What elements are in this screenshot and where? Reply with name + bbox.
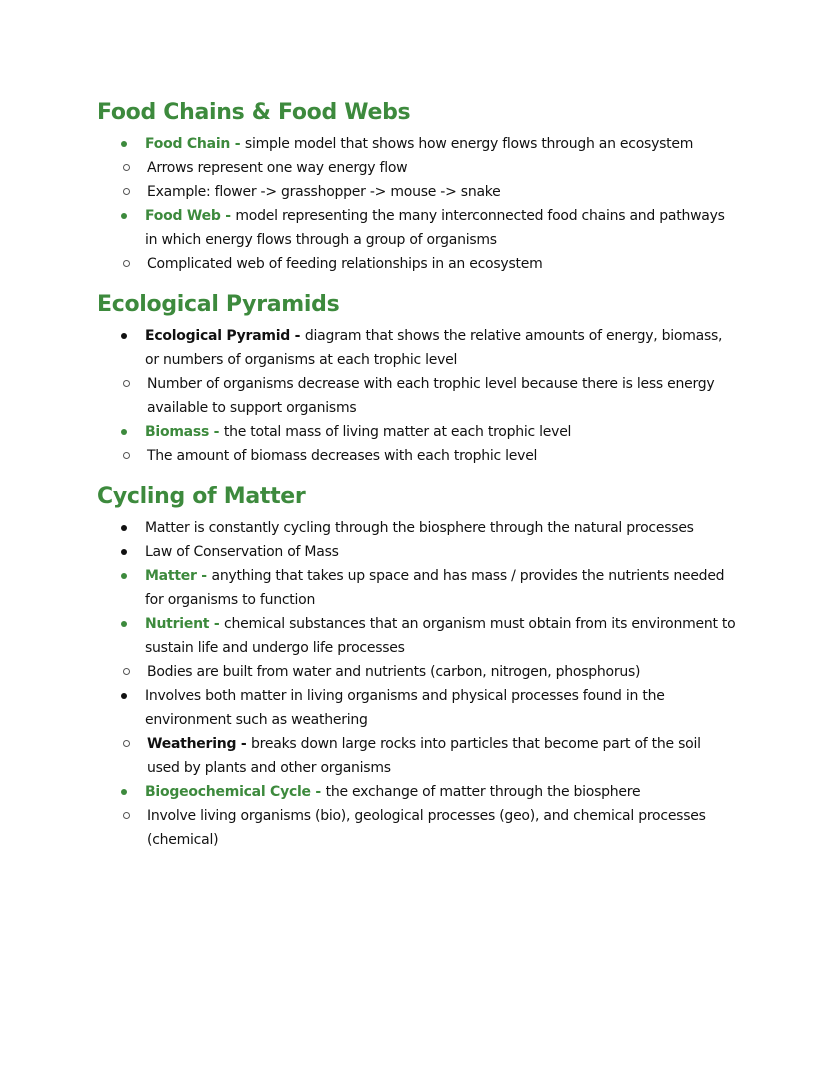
- sub-list-item: Number of organisms decrease with each trophic level because there is less energy available to support organisms: [49, 372, 737, 420]
- list-item-food-web: Food Web - model representing the many interconnected food chains and pathways in which energy flows through a group of organisms: [97, 204, 737, 252]
- bullet-icon: [121, 213, 127, 219]
- section-food-chains: [97, 98, 737, 276]
- list-item: Matter is constantly cycling through the biosphere through the natural processes: [97, 516, 737, 540]
- sub-list-item: Example: flower -> grasshopper -> mouse -> snake: [49, 180, 737, 204]
- definition: anything that takes up space and has mass / provides the nutrients needed for organisms to function: [145, 568, 725, 608]
- list-item: Involves both matter in living organisms and physical processes found in the environment such as weathering: [97, 684, 737, 732]
- list-item: Law of Conservation of Mass: [97, 540, 737, 564]
- hollow-bullet-icon: [123, 452, 130, 459]
- bullet-list: [97, 132, 737, 276]
- term: Biomass: [145, 424, 210, 440]
- hollow-bullet-icon: [123, 380, 130, 387]
- hollow-bullet-icon: [123, 164, 130, 171]
- term: Nutrient: [145, 616, 210, 632]
- term: Ecological Pyramid: [145, 328, 291, 344]
- definition: model representing the many interconnected food chains and pathways in which energy flows through a group of organisms: [145, 208, 725, 248]
- definition: the total mass of living matter at each trophic level: [223, 424, 572, 440]
- term: Weathering: [147, 736, 237, 752]
- definition: breaks down large rocks into particles that become part of the soil used by plants and other organisms: [147, 736, 701, 776]
- section-cycling-of-matter: [97, 482, 737, 852]
- term: Food Chain: [145, 136, 231, 152]
- sub-list-item: The amount of biomass decreases with each trophic level: [49, 444, 737, 468]
- list-item-ecological-pyramid: Ecological Pyramid - diagram that shows the relative amounts of energy, biomass, or numbers of organisms at each trophic level: [97, 324, 737, 372]
- bullet-list: [97, 516, 737, 852]
- sub-list-item: Arrows represent one way energy flow: [49, 156, 737, 180]
- definition: simple model that shows how energy flows through an ecosystem: [244, 136, 694, 152]
- term: Biogeochemical Cycle: [145, 784, 311, 800]
- bullet-icon: [121, 789, 127, 795]
- term: Matter: [145, 568, 197, 584]
- list-item-matter: Matter - anything that takes up space and has mass / provides the nutrients needed for organisms to function: [97, 564, 737, 612]
- section-heading: Food Chains & Food Webs: [97, 100, 411, 125]
- list-item-food-chain: Food Chain - simple model that shows how energy flows through an ecosystem: [97, 132, 737, 156]
- section-heading: Cycling of Matter: [97, 484, 306, 509]
- list-item-biogeochemical-cycle: Biogeochemical Cycle - the exchange of matter through the biosphere: [97, 780, 737, 804]
- bullet-icon: [121, 141, 127, 147]
- bullet-icon: [121, 573, 127, 579]
- sub-list-item-weathering: Weathering - breaks down large rocks into particles that become part of the soil used by plants and other organisms: [49, 732, 737, 780]
- section-ecological-pyramids: [97, 290, 737, 468]
- list-item-biomass: Biomass - the total mass of living matter at each trophic level: [97, 420, 737, 444]
- hollow-bullet-icon: [123, 740, 130, 747]
- definition: the exchange of matter through the biosphere: [325, 784, 641, 800]
- hollow-bullet-icon: [123, 260, 130, 267]
- hollow-bullet-icon: [123, 812, 130, 819]
- bullet-icon: [121, 621, 127, 627]
- hollow-bullet-icon: [123, 668, 130, 675]
- bullet-list: [97, 324, 737, 468]
- bullet-icon: [121, 693, 127, 699]
- term: Food Web: [145, 208, 221, 224]
- document-page: [97, 98, 737, 866]
- sub-list-item: Involve living organisms (bio), geological processes (geo), and chemical processes (chemical): [49, 804, 737, 852]
- sub-list-item: Complicated web of feeding relationships in an ecosystem: [49, 252, 737, 276]
- bullet-icon: [121, 429, 127, 435]
- bullet-icon: [121, 525, 127, 531]
- definition: diagram that shows the relative amounts of energy, biomass, or numbers of organisms at each trophic level: [145, 328, 723, 368]
- bullet-icon: [121, 333, 127, 339]
- hollow-bullet-icon: [123, 188, 130, 195]
- list-item-nutrient: Nutrient - chemical substances that an organism must obtain from its environment to sustain life and undergo life processes: [97, 612, 737, 660]
- section-heading: Ecological Pyramids: [97, 292, 340, 317]
- definition: chemical substances that an organism must obtain from its environment to sustain life and undergo life processes: [145, 616, 736, 656]
- sub-list-item: Bodies are built from water and nutrients (carbon, nitrogen, phosphorus): [49, 660, 737, 684]
- bullet-icon: [121, 549, 127, 555]
